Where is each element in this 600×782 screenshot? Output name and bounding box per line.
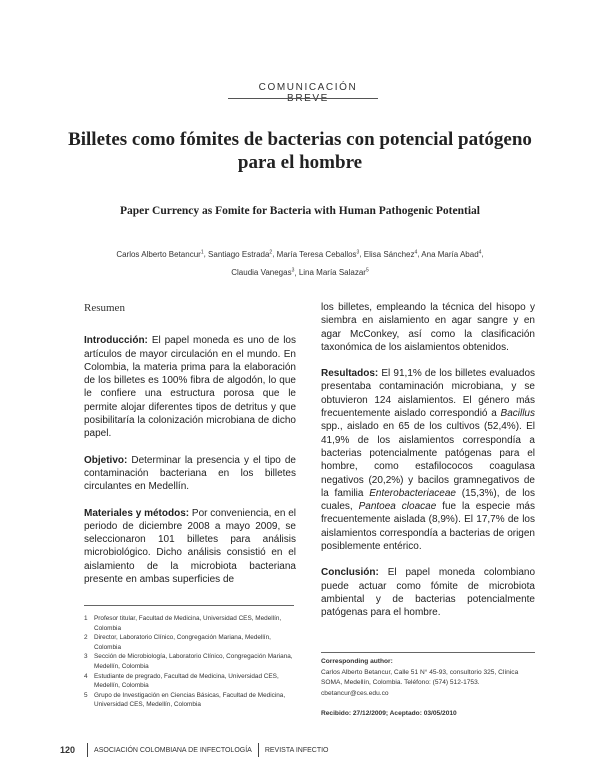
article-subtitle: Paper Currency as Fomite for Bacteria with Human Pathogenic Potential [120,205,480,217]
abstract-methods: Materiales y métodos: Por conveniencia, en el periodo de diciembre 2008 a mayo 2009, se seleccionaron 101 billetes para análisis microbiológico. Dicho análisis consistió en el aislamiento de la microbiota bacteriana presente en ambas superficies de [84,507,296,586]
abstract-heading: Resumen [84,302,125,314]
footer-association: ASOCIACIÓN COLOMBIANA DE INFECTOLOGÍA [94,746,252,754]
author: Carlos Alberto Betancur$^1$ [116,249,204,259]
abstract-introduction: Introducción: El papel moneda es uno de los artículos de mayor circulación en el mundo. En Colombia, la materia prima para la elaboración de los billetes es 100% fibra de algodón, lo que le confiere una estructura porosa que le permite alojar diferentes tipos de detritus y que posibilitaría la colonización microbiana de dicho papel. [84,335,296,440]
author: Ana María Abad$^4$ [421,249,482,259]
page-number: 120 [60,745,76,755]
footnote: 2 Director, Laboratorio Clínico, Congregación Mariana, Medellín, Colombia [84,634,271,651]
author: Claudia Vanegas$^3$ [231,267,295,278]
affiliation-footnotes [84,614,296,710]
footnote: 5 Grupo de Investigación en Ciencias Básicas, Facultad de Medicina, Universidad CES, Medellín, Colombia [84,691,286,709]
abstract-results: Resultados: El 91,1% de los billetes evaluados presentaba contaminación microbiana, y se obtuvieron 124 aislamientos. El género más frecuentemente aislado correspondió a Bacillus spp., aislado en 65 de los cultivos (52,4%). El 41,9% de los aislamientos correspondía a bacterias potencialmente patógenas para el hombre, como estafilococos coagulasa negativos (20,2%) y bacilos gramnegativos de la familia Enterobacteriaceae (15,3%), de los cuales, Pantoea cloacae fue la especie más frecuentemente aislada (8,9%). El 17,7% de los aislamientos correspondía a bacterias de origen posiblemente entérico. [321,368,536,553]
footer-journal: REVISTA INFECTIO [264,746,329,754]
abstract-objective: Objetivo: Determinar la presencia y el tipo de contaminación bacteriana en los billetes circulantes en Medellín. [84,454,296,493]
author: María Teresa Ceballos$^3$ [276,249,360,259]
footer-separator [258,743,259,757]
section-divider [228,98,378,99]
author: Elisa Sánchez$^4$ [363,249,418,259]
footnote: 1 Profesor titular, Facultad de Medicina, Universidad CES, Medellín, Colombia [84,615,282,632]
abstract-conclusion: Conclusión: El papel moneda colombiano puede actuar como fómite de microbiota ambiental y de bacterias potencialmente patógenas para el hombre. [321,567,536,619]
author: Santiago Estrada$^2$ [208,249,273,259]
correspondence-divider [321,652,535,653]
article-title: Billetes como fómites de bacterias con potencial patógeno para el hombre [68,129,532,173]
page-footer [60,743,540,757]
abstract-column-right [321,301,535,633]
correspondence-text: Carlos Alberto Betancur, Calle 51 N° 45-93, consultorio 325, Clínica SOMA, Medellín, Colombia. Teléfono: (574) 512-1753. cbetancur@ces.edu.co [321,668,519,697]
footnote: 4 Estudiante de pregrado, Facultad de Medicina, Universidad CES, Medellín, Colombia [84,672,279,690]
section-label: COMUNICACIÓN [258,82,358,93]
footer-separator [87,743,88,757]
correspondence-block [321,657,535,720]
author-list: Carlos Alberto Betancur$^1$, Santiago Estrada$^2$, María Teresa Ceballos$^3$, Elisa Sánchez$^4$, Ana María Abad$^4$, Claudia Vanegas$^3$, Lina María Salazar$^5$ [116,249,484,278]
abstract-column-left [84,302,296,599]
received-accepted-dates: Recibido: 27/12/2009; Aceptado: 03/05/2010 [321,710,457,717]
correspondence-label: Corresponding author: [321,658,393,665]
author: Lina María Salazar$^5$ [298,267,369,278]
footnote-divider [84,605,294,606]
footnote: 3 Sección de Microbiología, Laboratorio Clínico, Congregación Mariana, Medellín, Colombia [84,653,293,670]
abstract-methods-continued: los billetes, empleando la técnica del hisopo y siembra en aislamiento en agar sangre y en agar McConkey, así como la clasificación taxonómica de los aislamientos obtenidos. [321,302,535,353]
